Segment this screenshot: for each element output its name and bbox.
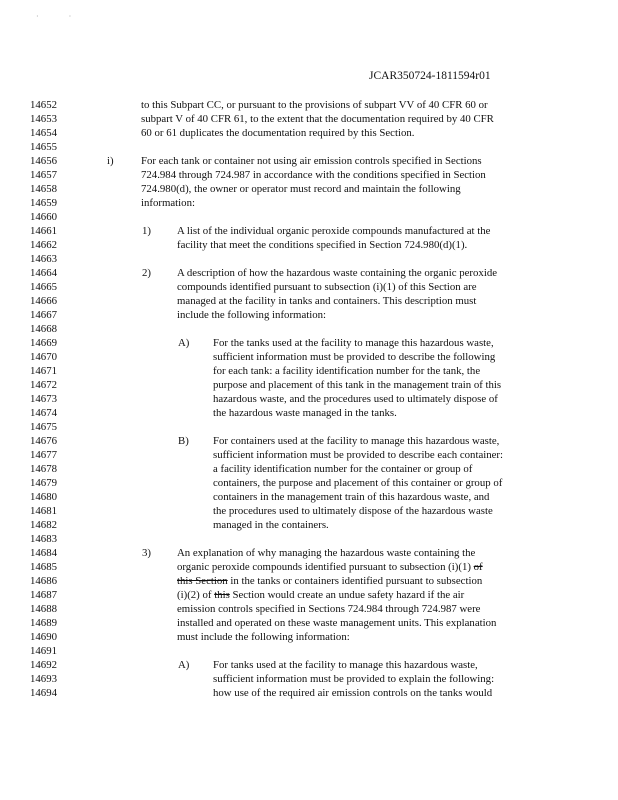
text-line-14693: sufficient information must be provided to explain the following: (213, 673, 495, 685)
text-line-14692: For tanks used at the facility to manage this hazardous waste, (213, 659, 478, 671)
text-line-14690: must include the following information: (177, 631, 350, 643)
text-line-14652: to this Subpart CC, or pursuant to the provisions of subpart VV of 40 CFR 60 or (141, 99, 488, 111)
line-number: 14683 (30, 533, 57, 545)
text-line-14694: how use of the required air emission controls on the tanks would (213, 687, 493, 699)
line-number: 14666 (30, 295, 57, 307)
line-number: 14661 (30, 225, 57, 237)
line-number: 14692 (30, 659, 57, 671)
text-segment: organic peroxide compounds identified pursuant to subsection (i)(1) (177, 561, 471, 573)
text-line-14676: For containers used at the facility to manage this hazardous waste, (213, 435, 500, 447)
line-number: 14665 (30, 281, 57, 293)
text-line-14680: containers in the management train of this hazardous waste, and (213, 491, 490, 503)
line-number: 14654 (30, 127, 57, 139)
line-number: 14669 (30, 337, 57, 349)
line-number: 14689 (30, 617, 57, 629)
line-number: 14655 (30, 141, 57, 153)
text-line-14658: 724.980(d), the owner or operator must record and maintain the following (141, 183, 461, 195)
line-number: 14684 (30, 547, 57, 559)
deleted-text: this Section (177, 575, 228, 587)
line-number: 14663 (30, 253, 57, 265)
line-number: 14657 (30, 169, 57, 181)
line-number: 14694 (30, 687, 57, 699)
line-number: 14678 (30, 463, 57, 475)
text-line-14657: 724.984 through 724.987 in accordance with the conditions specified in Section (141, 169, 486, 181)
line-number: 14675 (30, 421, 57, 433)
line-number: 14658 (30, 183, 57, 195)
line-number: 14672 (30, 379, 57, 391)
text-line-14670: sufficient information must be provided to describe the following (213, 351, 496, 363)
line-number: 14681 (30, 505, 57, 517)
text-line-14673: hazardous waste, and the procedures used to ultimately dispose of (213, 393, 498, 405)
text-line-14679: containers, the purpose and placement of this container or group of (213, 477, 503, 489)
label-2-a: A) (178, 337, 190, 349)
text-line-14654: 60 or 61 duplicates the documentation required by this Section. (141, 127, 415, 139)
label-2-b: B) (178, 435, 189, 447)
deleted-text: of (473, 561, 483, 573)
text-line-14653: subpart V of 40 CFR 61, to the extent that the documentation required by 40 CFR (141, 113, 494, 125)
scan-corner-marks: · · (36, 12, 86, 21)
line-number: 14660 (30, 211, 57, 223)
text-line-14669: For the tanks used at the facility to manage this hazardous waste, (213, 337, 494, 349)
line-number: 14656 (30, 155, 57, 167)
line-number: 14664 (30, 267, 57, 279)
line-number: 14667 (30, 309, 57, 321)
text-line-14671: for each tank: a facility identification number for the tank, the (213, 365, 481, 377)
line-number: 14679 (30, 477, 57, 489)
text-line-14682: managed in the containers. (213, 519, 329, 531)
text-line-14662: facility that meet the conditions specified in Section 724.980(d)(1). (177, 239, 468, 251)
text-segment: Section would create an undue safety hazard if the air (232, 589, 465, 601)
deleted-text: this (214, 589, 230, 601)
text-line-14667: include the following information: (177, 309, 327, 321)
text-line-14674: the hazardous waste managed in the tanks. (213, 407, 397, 419)
text-line-14666: managed at the facility in tanks and containers. This description must (177, 295, 477, 307)
line-number: 14690 (30, 631, 57, 643)
text-segment: in the tanks or containers identified pursuant to subsection (230, 575, 483, 587)
line-number: 14682 (30, 519, 57, 531)
line-number: 14662 (30, 239, 57, 251)
label-3-a: A) (178, 659, 190, 671)
line-number: 14652 (30, 99, 57, 111)
line-number: 14680 (30, 491, 57, 503)
label-1: 1) (142, 225, 151, 237)
text-line-14677: sufficient information must be provided to describe each container: (213, 449, 504, 461)
label-i: i) (107, 155, 114, 167)
text-line-14659: information: (141, 197, 195, 209)
line-number: 14674 (30, 407, 57, 419)
text-line-14686 (177, 575, 482, 588)
text-line-14665: compounds identified pursuant to subsection (i)(1) of this Section are (177, 281, 477, 293)
line-number: 14653 (30, 113, 57, 125)
line-number: 14693 (30, 673, 57, 685)
label-3: 3) (142, 547, 151, 559)
text-line-14656: For each tank or container not using air emission controls specified in Sections (141, 155, 482, 167)
text-line-14681: the procedures used to ultimately dispose of the hazardous waste (213, 505, 493, 517)
line-number: 14671 (30, 365, 57, 377)
text-line-14661: A list of the individual organic peroxide compounds manufactured at the (177, 225, 491, 237)
line-number: 14659 (30, 197, 57, 209)
text-line-14672: purpose and placement of this tank in the management train of this (213, 379, 502, 391)
line-number: 14668 (30, 323, 57, 335)
line-number: 14686 (30, 575, 57, 587)
line-number: 14670 (30, 351, 57, 363)
label-2: 2) (142, 267, 151, 279)
text-line-14685 (177, 561, 483, 574)
line-number: 14673 (30, 393, 57, 405)
text-line-14684: An explanation of why managing the hazardous waste containing the (177, 547, 476, 559)
line-number: 14687 (30, 589, 57, 601)
line-number: 14691 (30, 645, 57, 657)
line-number: 14676 (30, 435, 57, 447)
text-line-14687 (177, 589, 464, 602)
line-number: 14677 (30, 449, 57, 461)
text-line-14689: installed and operated on these waste management units. This explanation (177, 617, 497, 629)
text-line-14678: a facility identification number for the container or group of (213, 463, 473, 475)
document-id: JCAR350724-1811594r01 (369, 70, 491, 82)
text-segment: (i)(2) of (177, 589, 212, 601)
text-line-14688: emission controls specified in Sections 724.984 through 724.987 were (177, 603, 481, 615)
line-number: 14688 (30, 603, 57, 615)
line-number: 14685 (30, 561, 57, 573)
text-line-14664: A description of how the hazardous waste containing the organic peroxide (177, 267, 498, 279)
